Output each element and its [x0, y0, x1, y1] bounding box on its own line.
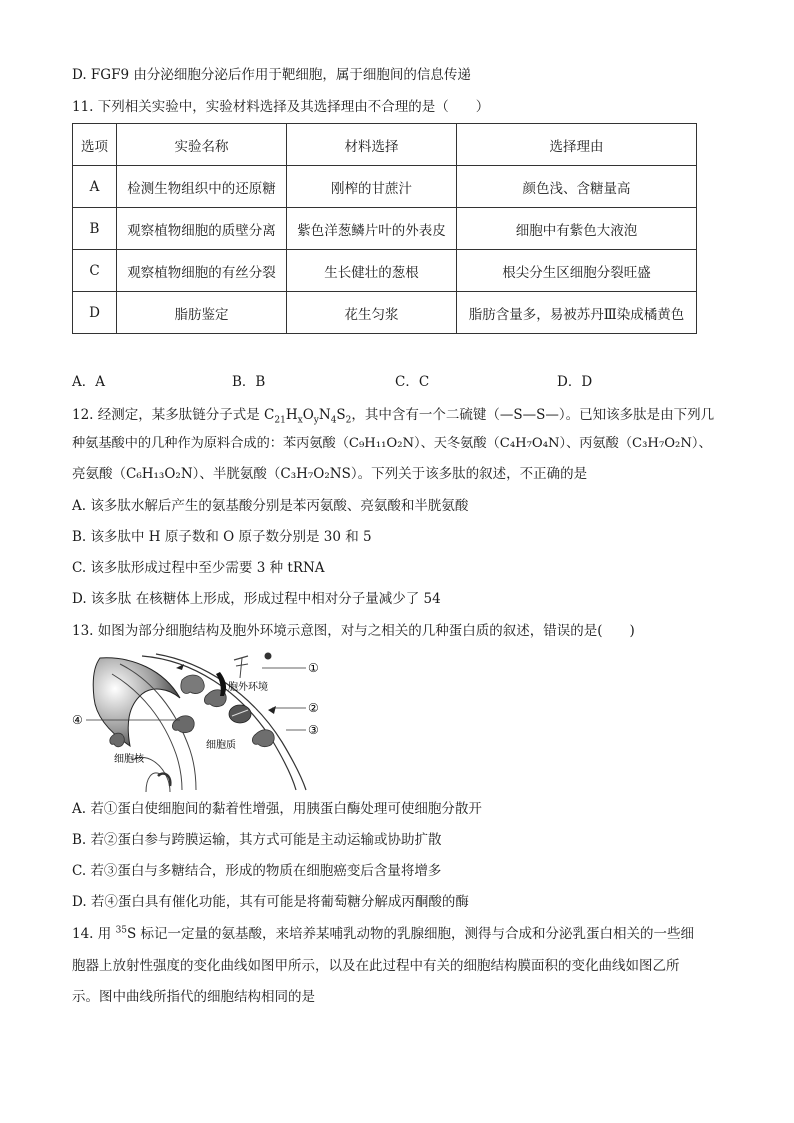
table-cell: 生长健壮的葱根: [287, 250, 457, 292]
q12-stem-text: 12. 经测定，某多肽链分子式是 C: [72, 407, 275, 423]
glycoprotein: [236, 664, 248, 666]
table-cell: 观察植物细胞的质壁分离: [117, 208, 287, 250]
label-cytoplasm: 细胞质: [206, 740, 236, 751]
table-cell: A: [73, 166, 117, 208]
table-row: [73, 292, 697, 334]
isotope-superscript: 35: [115, 925, 128, 936]
table-header-cell: 选项: [73, 124, 117, 166]
formula-subscript: x: [297, 415, 303, 426]
formula-symbol: N: [318, 407, 331, 423]
q12-option-b[interactable]: B. 该多肽中 H 原子数和 O 原子数分别是 30 和 5: [72, 529, 372, 545]
table-cell: 检测生物组织中的还原糖: [117, 166, 287, 208]
q13-option-a[interactable]: A. 若①蛋白使细胞间的黏着性增强，用胰蛋白酶处理可使细胞分散开: [72, 801, 482, 817]
q11-table: [72, 123, 697, 334]
q11-choice-d[interactable]: D．D: [557, 374, 593, 390]
table-cell: 紫色洋葱鳞片叶的外表皮: [287, 208, 457, 250]
membrane-protein: [252, 730, 274, 747]
q12-stem-line-1: [72, 405, 714, 425]
q11-stem: 11. 下列相关实验中，实验材料选择及其选择理由不合理的是（ ）: [72, 99, 490, 115]
q13-option-c[interactable]: C. 若③蛋白与多糖结合，形成的物质在细胞癌变后含量将增多: [72, 863, 442, 879]
vesicle: [158, 774, 170, 786]
table-cell: 脂肪含量多，易被苏丹Ⅲ染成橘黄色: [457, 292, 697, 334]
formula-subscript: 21: [274, 415, 286, 426]
table-header-cell: 材料选择: [287, 124, 457, 166]
table-header-row: [73, 124, 697, 166]
q10-option-d: D. FGF9 由分泌细胞分泌后作用于靶细胞，属于细胞间的信息传递: [72, 67, 471, 83]
formula-symbol: H: [285, 407, 298, 423]
table-cell: D: [73, 292, 117, 334]
glycoprotein: [234, 656, 248, 660]
table-row: [73, 166, 697, 208]
label-nucleus: 细胞核: [114, 754, 144, 765]
q12-stem-text: ，其中含有一个二硫键（—S—S—）。已知该多肽是由下列几: [351, 407, 715, 423]
channel-protein: [229, 705, 251, 723]
table-cell: 脂肪鉴定: [117, 292, 287, 334]
q11-choice-b[interactable]: B．B: [232, 374, 266, 390]
label-3: ③: [308, 723, 319, 737]
table-row: [73, 208, 697, 250]
q13-option-d[interactable]: D. 若④蛋白具有催化功能，其有可能是将葡萄糖分解成丙酮酸的酶: [72, 894, 469, 910]
q14-line-1: [72, 924, 694, 944]
q12-option-c[interactable]: C. 该多肽形成过程中至少需要 3 种 tRNA: [72, 560, 325, 576]
small-fragment: [176, 664, 184, 670]
table-cell: 细胞中有紫色大液泡: [457, 208, 697, 250]
table-header-cell: 选择理由: [457, 124, 697, 166]
q11-choice-a[interactable]: A．A: [72, 374, 105, 390]
q12-option-d[interactable]: D. 该多肽 在核糖体上形成，形成过程中相对分子量减少了 54: [72, 591, 441, 607]
table-cell: 根尖分生区细胞分裂旺盛: [457, 250, 697, 292]
q14-text: S 标记一定量的氨基酸，来培养某哺乳动物的乳腺细胞，测得与合成和分泌乳蛋白相关的一些细: [127, 926, 695, 942]
formula-subscript: 4: [330, 415, 337, 426]
q13-stem: 13. 如图为部分细胞结构及胞外环境示意图，对与之相关的几种蛋白质的叙述，错误的是( ): [72, 623, 635, 639]
formula-subscript: y: [313, 415, 319, 426]
membrane-protein: [181, 675, 204, 694]
glycoprotein: [240, 658, 242, 678]
q11-choice-c[interactable]: C．C: [395, 374, 430, 390]
q13-option-b[interactable]: B. 若②蛋白参与跨膜运输，其方式可能是主动运输或协助扩散: [72, 832, 442, 848]
cell-structure-diagram: [72, 650, 332, 792]
table-cell: B: [73, 208, 117, 250]
q14-line-2: 胞器上放射性强度的变化曲线如图甲所示，以及在此过程中有关的细胞结构膜面积的变化曲线如图乙所: [72, 958, 680, 974]
label-1: ①: [308, 661, 319, 675]
label-4: ④: [72, 713, 83, 727]
q14-text: 14. 用: [72, 926, 116, 942]
table-row: [73, 250, 697, 292]
q12-stem-line-2: 种氨基酸中的几种作为原料合成的：苯丙氨酸（C₉H₁₁O₂N）、天冬氨酸（C₄H₇O₄N）、丙氨酸（C₃H₇O₂N）、: [72, 436, 712, 451]
q14-line-3: 示。图中曲线所指代的细胞结构相同的是: [72, 989, 315, 1005]
formula-subscript: 2: [345, 415, 352, 426]
table-cell: 颜色浅、含糖量高: [457, 166, 697, 208]
table-cell: 刚榨的甘蔗汁: [287, 166, 457, 208]
label-2: ②: [308, 701, 319, 715]
small-fragment: [268, 706, 276, 714]
q12-stem-line-3: 亮氨酸（C₆H₁₃O₂N）、半胱氨酸（C₃H₇O₂NS）。下列关于该多肽的叙述，不正确的是: [72, 466, 588, 482]
nucleus-protein: [110, 733, 124, 747]
formula-symbol: O: [302, 407, 314, 423]
table-cell: 观察植物细胞的有丝分裂: [117, 250, 287, 292]
q12-option-a[interactable]: A. 该多肽水解后产生的氨基酸分别是苯丙氨酸、亮氨酸和半胱氨酸: [72, 498, 469, 514]
table-cell: 花生匀浆: [287, 292, 457, 334]
formula-symbol: S: [336, 407, 346, 423]
table-cell: C: [73, 250, 117, 292]
signal-molecule: [265, 653, 272, 660]
label-extracellular: 胞外环境: [228, 682, 268, 693]
table-header-cell: 实验名称: [117, 124, 287, 166]
